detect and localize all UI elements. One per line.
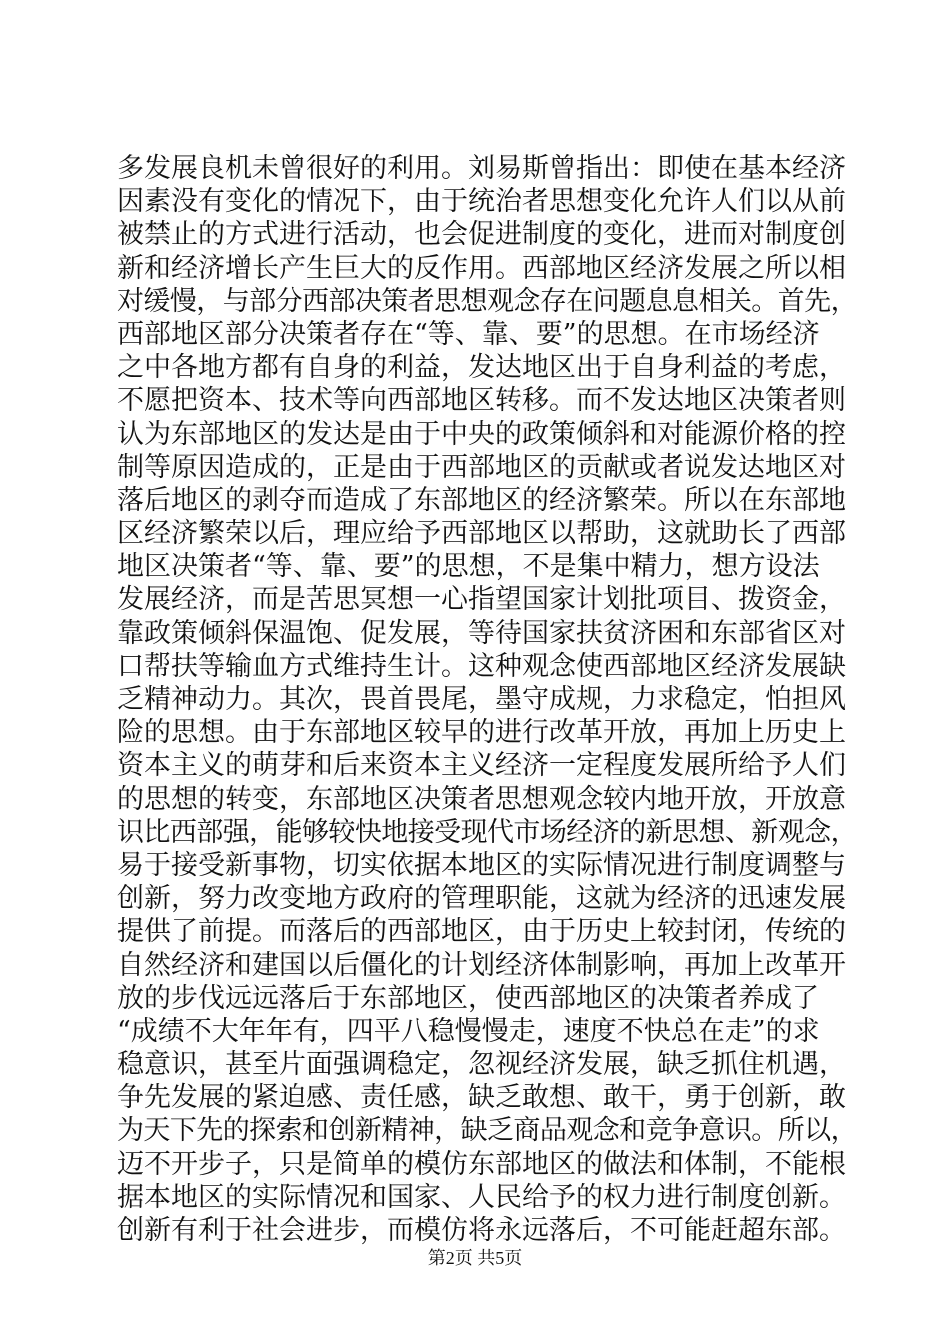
text-line: 区经济繁荣以后，理应给予西部地区以帮助，这就助长了西部 [117, 518, 846, 550]
text-line: 发展经济，而是苦思冥想一心指望国家计划批项目、拨资金， [117, 584, 846, 616]
text-line: 制等原因造成的，正是由于西部地区的贡献或者说发达地区对 [117, 451, 846, 483]
text-line: 据本地区的实际情况和国家、人民给予的权力进行制度创新。 [117, 1181, 846, 1213]
text-line: 为天下先的探索和创新精神，缺乏商品观念和竞争意识。所以， [117, 1115, 858, 1147]
text-line: 的思想的转变，东部地区决策者思想观念较内地开放，开放意 [117, 783, 846, 815]
text-line: 险的思想。由于东部地区较早的进行改革开放，再加上历史上 [117, 717, 846, 749]
text-line: 争先发展的紧迫感、责任感，缺乏敢想、敢干，勇于创新，敢 [117, 1082, 846, 1114]
text-line: 乏精神动力。其次，畏首畏尾，墨守成规，力求稳定，怕担风 [117, 684, 846, 715]
text-line: 地区决策者“等、靠、要”的思想，不是集中精力，想方设法 [117, 551, 820, 583]
text-line: 自然经济和建国以后僵化的计划经济体制影响，再加上改革开 [117, 949, 846, 981]
text-line: 认为东部地区的发达是由于中央的政策倾斜和对能源价格的控 [117, 418, 846, 450]
text-line: 不愿把资本、技术等向西部地区转移。而不发达地区决策者则 [117, 385, 846, 417]
text-line: 提供了前提。而落后的西部地区，由于历史上较封闭，传统的 [117, 916, 846, 948]
text-line: 多发展良机未曾很好的利用。刘易斯曾指出：即使在基本经济 [117, 153, 846, 184]
body-paragraph [117, 152, 857, 1247]
text-line: “成绩不大年年有，四平八稳慢慢走，速度不快总在走”的求 [117, 1015, 820, 1047]
text-line: 口帮扶等输血方式维持生计。这种观念使西部地区经济发展缺 [117, 650, 846, 682]
text-line: 识比西部强，能够较快地接受现代市场经济的新思想、新观念， [117, 816, 858, 848]
text-line: 之中各地方都有自身的利益，发达地区出于自身利益的考虑， [117, 352, 846, 384]
text-line: 资本主义的萌芽和后来资本主义经济一定程度发展所给予人们 [117, 750, 846, 782]
text-line: 创新，努力改变地方政府的管理职能，这就为经济的迅速发展 [117, 883, 846, 915]
text-line: 靠政策倾斜保温饱、促发展，等待国家扶贫济困和东部省区对 [117, 617, 846, 649]
page-number-footer: 第2页 共5页 [427, 1248, 523, 1268]
text-line: 新和经济增长产生巨大的反作用。西部地区经济发展之所以相 [117, 252, 846, 284]
text-line: 易于接受新事物，切实依据本地区的实际情况进行制度调整与 [117, 849, 846, 881]
text-line: 因素没有变化的情况下，由于统治者思想变化允许人们以从前 [117, 186, 846, 218]
text-line: 放的步伐远远落后于东部地区，使西部地区的决策者养成了 [117, 982, 819, 1014]
text-line: 创新有利于社会进步，而模仿将永远落后，不可能赶超东部。 [117, 1215, 846, 1246]
text-line: 落后地区的剥夺而造成了东部地区的经济繁荣。所以在东部地 [117, 484, 846, 516]
text-line: 被禁止的方式进行活动，也会促进制度的变化，进而对制度创 [117, 219, 846, 251]
text-line: 西部地区部分决策者存在“等、靠、要”的思想。在市场经济 [117, 318, 820, 350]
text-line: 稳意识，甚至片面强调稳定，忽视经济发展，缺乏抓住机遇， [117, 1049, 846, 1081]
text-line: 对缓慢，与部分西部决策者思想观念存在问题息息相关。首先， [117, 285, 858, 317]
text-line: 迈不开步子，只是简单的模仿东部地区的做法和体制，不能根 [117, 1148, 846, 1180]
